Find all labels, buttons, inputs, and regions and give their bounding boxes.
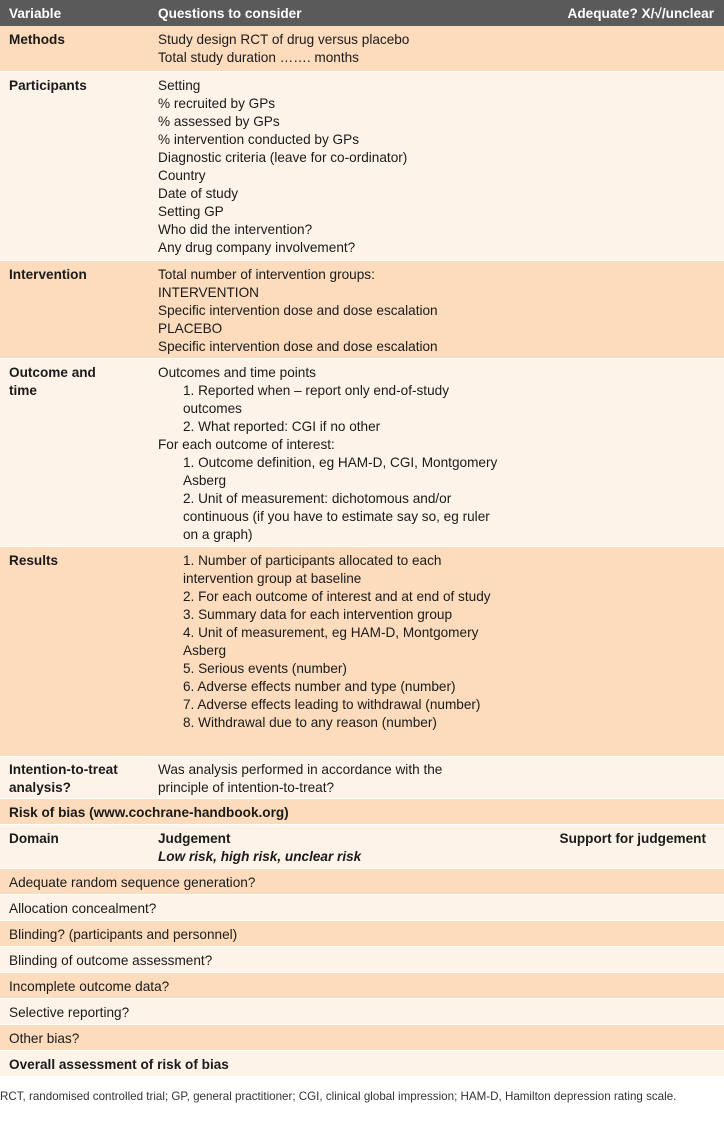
question-line: 6. Adverse effects number and type (number) bbox=[183, 679, 456, 694]
overall-assessment-label: Overall assessment of risk of bias bbox=[9, 1057, 229, 1072]
question-line: 5. Serious events (number) bbox=[183, 661, 347, 676]
question-line: 1. Reported when – report only end-of-study outcomes bbox=[183, 383, 449, 416]
row-intention-to-treat bbox=[0, 756, 724, 798]
question-line: % recruited by GPs bbox=[158, 96, 276, 111]
judgement-label: Judgement bbox=[158, 831, 231, 846]
row-label-line: Intention-to-treat bbox=[9, 762, 118, 777]
domain-header: Domain bbox=[9, 831, 59, 846]
domain-label: Blinding of outcome assessment? bbox=[9, 953, 213, 968]
domain-label: Incomplete outcome data? bbox=[9, 979, 170, 994]
question-line: Total study duration ……. months bbox=[158, 50, 359, 65]
row-label: Methods bbox=[9, 32, 65, 47]
row-label-line: Outcome and bbox=[9, 365, 96, 380]
row-results bbox=[0, 546, 724, 756]
question-line: Any drug company involvement? bbox=[158, 240, 356, 255]
domain-row bbox=[0, 946, 724, 972]
question-line: Diagnostic criteria (leave for co-ordinator) bbox=[158, 150, 408, 165]
row-label bbox=[9, 364, 149, 400]
question-line: PLACEBO bbox=[158, 321, 223, 336]
domain-label: Adequate random sequence generation? bbox=[9, 875, 256, 890]
question-line: 2. What reported: CGI if no other bbox=[183, 419, 381, 434]
question-line: Specific intervention dose and dose escalation bbox=[158, 303, 438, 318]
row-label: Participants bbox=[9, 78, 87, 93]
question-line: 1. Outcome definition, eg HAM-D, CGI, Montgomery Asberg bbox=[183, 455, 498, 488]
judgement-header bbox=[158, 830, 518, 866]
row-outcome-and-time bbox=[0, 358, 724, 546]
row-questions bbox=[158, 77, 518, 257]
question-line: Study design RCT of drug versus placebo bbox=[158, 32, 410, 47]
question-line: Setting bbox=[158, 78, 201, 93]
header-questions: Questions to consider bbox=[158, 6, 302, 21]
row-label: Results bbox=[9, 553, 59, 568]
question-line: 2. For each outcome of interest and at end of study bbox=[183, 589, 491, 604]
row-label: Intervention bbox=[9, 267, 87, 282]
row-label bbox=[9, 761, 149, 797]
row-intervention bbox=[0, 260, 724, 358]
question-line: Specific intervention dose and dose escalation bbox=[158, 339, 438, 354]
domain-label: Other bias? bbox=[9, 1031, 80, 1046]
row-questions bbox=[158, 31, 518, 67]
row-questions bbox=[158, 266, 518, 356]
row-questions bbox=[158, 552, 508, 732]
question-line: % assessed by GPs bbox=[158, 114, 280, 129]
question-line: Date of study bbox=[158, 186, 239, 201]
question-line: For each outcome of interest: bbox=[158, 437, 335, 452]
domain-row bbox=[0, 998, 724, 1024]
question-line: 3. Summary data for each intervention group bbox=[183, 607, 453, 622]
row-questions bbox=[158, 364, 503, 544]
row-participants bbox=[0, 71, 724, 260]
question-line: 7. Adverse effects leading to withdrawal (number) bbox=[183, 697, 481, 712]
support-header: Support for judgement bbox=[559, 831, 706, 846]
question-line: Total number of intervention groups: bbox=[158, 267, 375, 282]
row-label-line: analysis? bbox=[9, 780, 71, 795]
risk-of-bias-title-row bbox=[0, 798, 724, 824]
question-line: Country bbox=[158, 168, 206, 183]
domain-label: Allocation concealment? bbox=[9, 901, 157, 916]
header-variable: Variable bbox=[9, 6, 62, 21]
domain-row bbox=[0, 1024, 724, 1050]
question-line: Was analysis performed in accordance with the bbox=[158, 762, 443, 777]
question-line: 2. Unit of measurement: dichotomous and/or continuous (if you have to estimate say so, eg ruler on a graph) bbox=[183, 491, 490, 542]
question-line: 8. Withdrawal due to any reason (number) bbox=[183, 715, 437, 730]
question-line: Setting GP bbox=[158, 204, 224, 219]
question-line: principle of intention-to-treat? bbox=[158, 780, 335, 795]
question-line: 4. Unit of measurement, eg HAM-D, Montgomery Asberg bbox=[183, 625, 479, 658]
table-footnote: RCT, randomised controlled trial; GP, general practitioner; CGI, clinical global impression; HAM-D, Hamilton depression rating scale. bbox=[0, 1090, 677, 1103]
domain-label: Selective reporting? bbox=[9, 1005, 130, 1020]
domain-row bbox=[0, 972, 724, 998]
question-line: 1. Number of participants allocated to each intervention group at baseline bbox=[183, 553, 442, 586]
domain-row bbox=[0, 894, 724, 920]
risk-of-bias-header bbox=[0, 824, 724, 868]
row-questions bbox=[158, 761, 518, 797]
overall-assessment-row bbox=[0, 1050, 724, 1076]
question-line: INTERVENTION bbox=[158, 285, 259, 300]
question-line: % intervention conducted by GPs bbox=[158, 132, 359, 147]
domain-label: Blinding? (participants and personnel) bbox=[9, 927, 238, 942]
question-line: Outcomes and time points bbox=[158, 365, 316, 380]
judgement-options: Low risk, high risk, unclear risk bbox=[158, 849, 362, 864]
row-methods bbox=[0, 26, 724, 71]
header-adequate: Adequate? X/√/unclear bbox=[567, 6, 714, 21]
domain-row bbox=[0, 920, 724, 946]
risk-of-bias-title: Risk of bias (www.cochrane-handbook.org) bbox=[9, 805, 289, 820]
question-line: Who did the intervention? bbox=[158, 222, 313, 237]
domain-row bbox=[0, 868, 724, 894]
row-label-line: time bbox=[9, 383, 37, 398]
table-header bbox=[0, 0, 724, 26]
